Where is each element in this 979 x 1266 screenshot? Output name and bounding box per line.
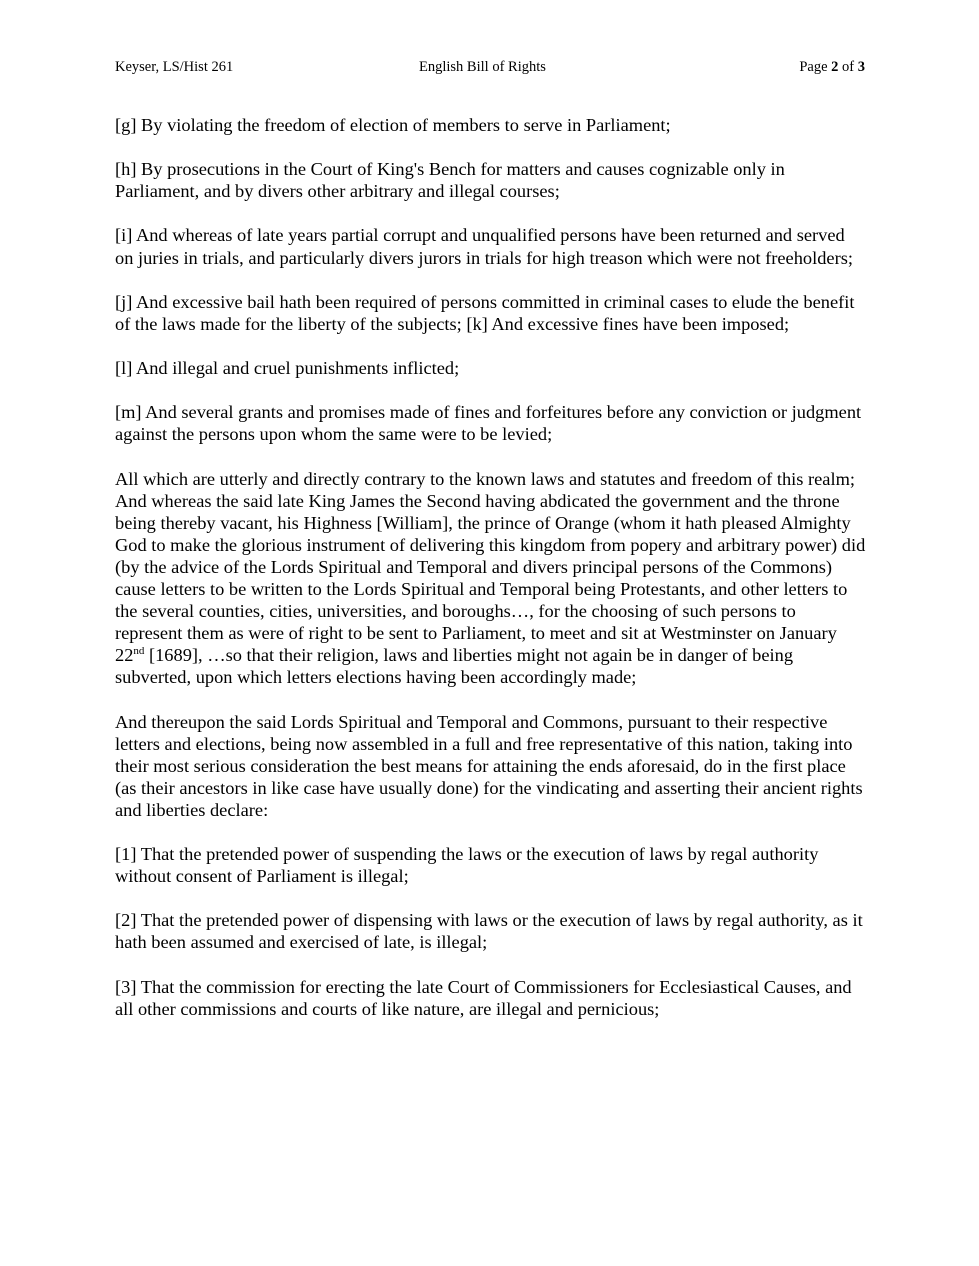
- paragraph-l: [l] And illegal and cruel punishments inflicted;: [115, 358, 460, 379]
- header-document-title: English Bill of Rights: [419, 59, 546, 75]
- page-of: of: [838, 59, 858, 75]
- page-total: 3: [857, 59, 865, 75]
- ordinal-superscript: nd: [133, 645, 145, 658]
- paragraph-g: [g] By violating the freedom of election of members to serve in Parliament;: [115, 115, 671, 135]
- paragraph-1: [1] That the pretended power of suspending the laws or the execution of laws by regal authority without consent of Parliament is illegal;: [115, 844, 819, 887]
- paragraph-contrary-part1: All which are utterly and directly contrary to the known laws and statutes and freedom of this realm; And whereas the said late King James the Second having abdicated the government and the throne being thereby vacant, his Highness [William], the prince of Orange (whom it hath pleased Almighty God to make the glorious instrument of delivering this kingdom from popery and arbitrary power) did (by the advice of the Lords Spiritual and Temporal and divers principal persons of the Commons) cause letters to be written to the Lords Spiritual and Temporal being Protestants, and other letters to the several counties, cities, universities, and boroughs…, for the choosing of such persons to represent them as were of right to be sent to Parliament, to meet and sit at Westminster on January 22: [115, 468, 866, 666]
- paragraph-thereupon: And thereupon the said Lords Spiritual and Temporal and Commons, pursuant to their respective letters and elections, being now assembled in a full and free representative of this nation, taking into their most serious consideration the best means for attaining the ends aforesaid, do in the first place (as their ancestors in like case have usually done) for the vindicating and asserting their ancient rights and liberties declare:: [115, 711, 863, 820]
- paragraph-contrary: [115, 468, 867, 689]
- page-prefix: Page: [799, 59, 832, 75]
- paragraph-m: [m] And several grants and promises made of fines and forfeitures before any conviction or judgment against the persons upon whom the same were to be levied;: [115, 402, 862, 445]
- paragraph-contrary-part2: [1689], …so that their religion, laws and liberties might not again be in danger of being subverted, upon which letters elections having been accordingly made;: [115, 645, 794, 688]
- paragraph-2: [2] That the pretended power of dispensing with laws or the execution of laws by regal authority, as it hath been assumed and exercised of late, is illegal;: [115, 910, 863, 953]
- paragraph-j-k: [j] And excessive bail hath been required of persons committed in criminal cases to elude the benefit of the laws made for the liberty of the subjects; [k] And excessive fines have been imposed;: [115, 291, 855, 334]
- header-author-course: Keyser, LS/Hist 261: [115, 59, 234, 75]
- document-body: [115, 114, 867, 1042]
- paragraph-h: [h] By prosecutions in the Court of King's Bench for matters and causes cognizable only in Parliament, and by divers other arbitrary and illegal courses;: [115, 159, 785, 202]
- paragraph-i: [i] And whereas of late years partial corrupt and unqualified persons have been returned and served on juries in trials, and particularly divers jurors in trials for high treason which were not freeholders;: [115, 225, 853, 268]
- page-current: 2: [831, 59, 839, 75]
- page-header: [115, 57, 865, 79]
- header-page-number: [799, 57, 865, 77]
- paragraph-3: [3] That the commission for erecting the late Court of Commissioners for Ecclesiastical Causes, and all other commissions and courts of like nature, are illegal and pernicious;: [115, 976, 852, 1019]
